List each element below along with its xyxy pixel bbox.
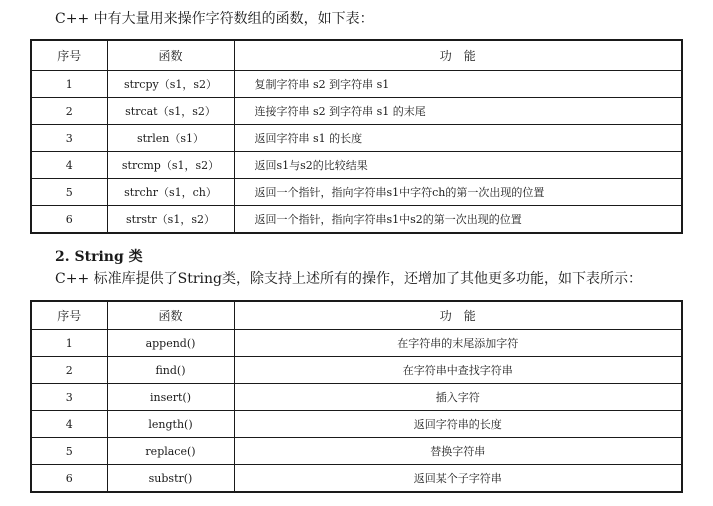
char-array-functions-table: [30, 39, 683, 234]
table-row: [31, 357, 682, 384]
row-description: 插入字符: [234, 384, 682, 411]
row-function: strlen（s1）: [107, 125, 234, 152]
row-function: replace(): [107, 438, 234, 465]
table-row: [31, 206, 682, 234]
table-row: [31, 179, 682, 206]
string-class-functions-table: [30, 300, 683, 493]
table-row: [31, 152, 682, 179]
table-row: [31, 384, 682, 411]
row-description: 返回s1与s2的比较结果: [234, 152, 682, 179]
row-number: 6: [31, 206, 107, 234]
table-row: [31, 438, 682, 465]
row-description: 复制字符串 s2 到字符串 s1: [234, 71, 682, 98]
row-number: 6: [31, 465, 107, 493]
row-function: strstr（s1，s2）: [107, 206, 234, 234]
row-number: 2: [31, 357, 107, 384]
row-description: 返回字符串的长度: [234, 411, 682, 438]
row-description: 连接字符串 s2 到字符串 s1 的末尾: [234, 98, 682, 125]
row-description: 在字符串的末尾添加字符: [234, 330, 682, 357]
table-row: [31, 411, 682, 438]
table-row: [31, 71, 682, 98]
table-row: [31, 98, 682, 125]
row-number: 2: [31, 98, 107, 125]
section-heading: 2. String 类: [55, 249, 143, 265]
header-description: 功 能: [234, 301, 682, 330]
row-number: 4: [31, 152, 107, 179]
row-number: 5: [31, 438, 107, 465]
header-function: 函数: [107, 301, 234, 330]
table-header-row: [31, 40, 682, 71]
row-function: strcat（s1，s2）: [107, 98, 234, 125]
row-number: 1: [31, 330, 107, 357]
row-function: append(): [107, 330, 234, 357]
row-description: 返回一个指针，指向字符串s1中s2的第一次出现的位置: [234, 206, 682, 234]
table-header-row: [31, 301, 682, 330]
intro-text: C++ 中有大量用来操作字符数组的函数，如下表：: [55, 11, 374, 27]
row-description: 在字符串中查找字符串: [234, 357, 682, 384]
row-description: 返回一个指针，指向字符串s1中字符ch的第一次出现的位置: [234, 179, 682, 206]
row-function: strcpy（s1，s2）: [107, 71, 234, 98]
table-row: [31, 465, 682, 493]
row-description: 替换字符串: [234, 438, 682, 465]
row-function: length(): [107, 411, 234, 438]
row-number: 3: [31, 125, 107, 152]
header-description: 功 能: [234, 40, 682, 71]
row-function: find(): [107, 357, 234, 384]
row-number: 5: [31, 179, 107, 206]
header-number: 序号: [31, 40, 107, 71]
row-number: 3: [31, 384, 107, 411]
row-number: 1: [31, 71, 107, 98]
row-description: 返回某个子字符串: [234, 465, 682, 493]
row-function: strcmp（s1，s2）: [107, 152, 234, 179]
table-row: [31, 330, 682, 357]
header-number: 序号: [31, 301, 107, 330]
row-function: insert(): [107, 384, 234, 411]
row-description: 返回字符串 s1 的长度: [234, 125, 682, 152]
row-function: substr(): [107, 465, 234, 493]
row-number: 4: [31, 411, 107, 438]
section-intro: C++ 标准库提供了String类，除支持上述所有的操作，还增加了其他更多功能，如下表所示：: [55, 271, 642, 287]
header-function: 函数: [107, 40, 234, 71]
row-function: strchr（s1，ch）: [107, 179, 234, 206]
table-row: [31, 125, 682, 152]
